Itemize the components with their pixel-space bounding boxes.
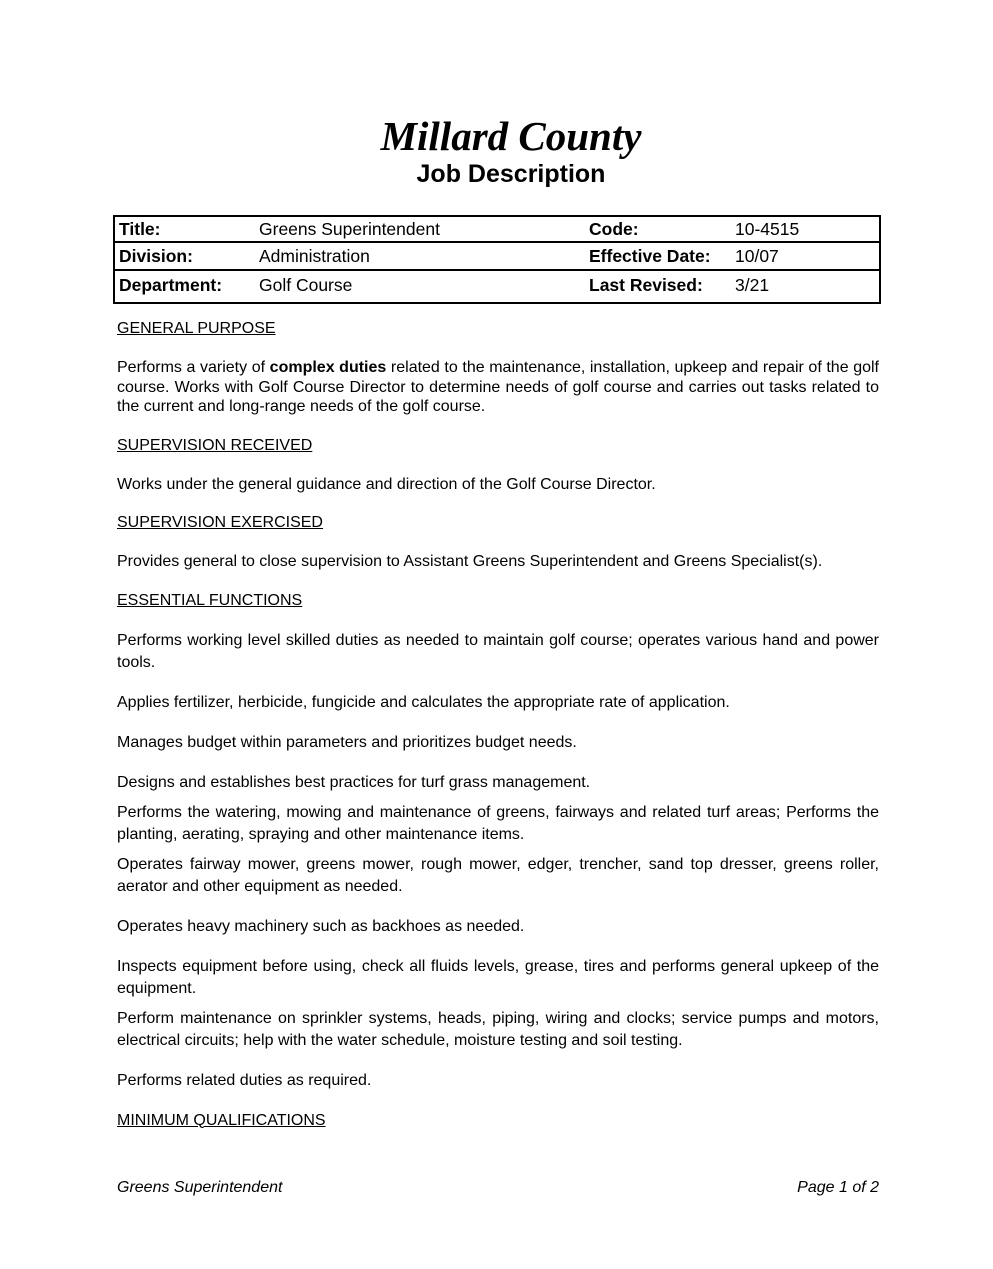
essential-function-item: Performs related duties as required. (117, 1071, 372, 1089)
info-row-department (114, 270, 880, 303)
general-purpose-emphasis: complex duties (269, 359, 387, 376)
info-row-title (114, 216, 880, 242)
essential-function-item: Perform maintenance on sprinkler systems, heads, piping, wiring and clocks; service pumps and motors, electrical circuits; help with the water schedule, moisture testing and soil testing. (117, 1009, 879, 1049)
general-purpose-text-end: related to the maintenance, installation, upkeep and repair of the golf course. Works with Golf Course Director to determine needs of golf course and carries out tasks related to the current and long-range needs of the golf course. (117, 359, 880, 415)
footer-document-name: Greens Superintendent (117, 1179, 283, 1196)
minimum-qualifications-heading: MINIMUM QUALIFICATIONS (117, 1111, 326, 1129)
last-revised-label: Last Revised: (589, 275, 703, 295)
last-revised-value: 3/21 (735, 275, 770, 295)
essential-function-item: Operates fairway mower, greens mower, rough mower, edger, trencher, sand top dresser, greens roller, aerator and other equipment as needed. (117, 855, 879, 895)
essential-function-item: Manages budget within parameters and prioritizes budget needs. (117, 733, 577, 751)
essential-function-item: Performs the watering, mowing and maintenance of greens, fairways and related turf areas; Performs the planting, aerating, spraying and other maintenance items. (117, 803, 879, 843)
document-title: Job Description (416, 160, 606, 188)
code-label: Code: (585, 216, 731, 242)
general-purpose-heading: GENERAL PURPOSE (117, 320, 276, 337)
essential-function-item: Inspects equipment before using, check all fluids levels, grease, tires and performs general upkeep of the equipment. (117, 957, 879, 997)
general-purpose-text (117, 358, 879, 417)
essential-functions-heading: ESSENTIAL FUNCTIONS (117, 591, 303, 609)
effective-date-label: Effective Date: (585, 242, 731, 270)
department-label: Department: (119, 275, 223, 295)
division-label: Division: (114, 242, 255, 270)
essential-function-item: Performs working level skilled duties as needed to maintain golf course; operates various hand and power tools. (117, 631, 879, 671)
supervision-exercised-heading: SUPERVISION EXERCISED (117, 514, 323, 531)
supervision-exercised-text: Provides general to close supervision to Assistant Greens Superintendent and Greens Specialist(s). (117, 553, 823, 570)
page-footer (117, 1179, 879, 1201)
title-label: Title: (114, 216, 255, 242)
effective-date-value: 10/07 (731, 242, 880, 270)
division-value: Administration (255, 242, 585, 270)
supervision-received-heading: SUPERVISION RECEIVED (117, 436, 313, 454)
title-value: Greens Superintendent (255, 216, 585, 242)
code-value: 10-4515 (731, 216, 880, 242)
essential-function-item: Designs and establishes best practices for turf grass management. (117, 773, 591, 791)
essential-function-item: Applies fertilizer, herbicide, fungicide and calculates the appropriate rate of application. (117, 693, 730, 711)
organization-title: Millard County (380, 113, 642, 159)
general-purpose-text-start: Performs a variety of (117, 359, 270, 376)
footer-page-number: Page 1 of 2 (797, 1179, 879, 1196)
department-value: Golf Course (259, 275, 353, 295)
info-row-division (114, 242, 880, 270)
document-body (117, 318, 879, 1150)
essential-function-item: Operates heavy machinery such as backhoes as needed. (117, 917, 525, 935)
job-info-table (113, 215, 881, 304)
supervision-received-text: Works under the general guidance and direction of the Golf Course Director. (117, 475, 656, 493)
